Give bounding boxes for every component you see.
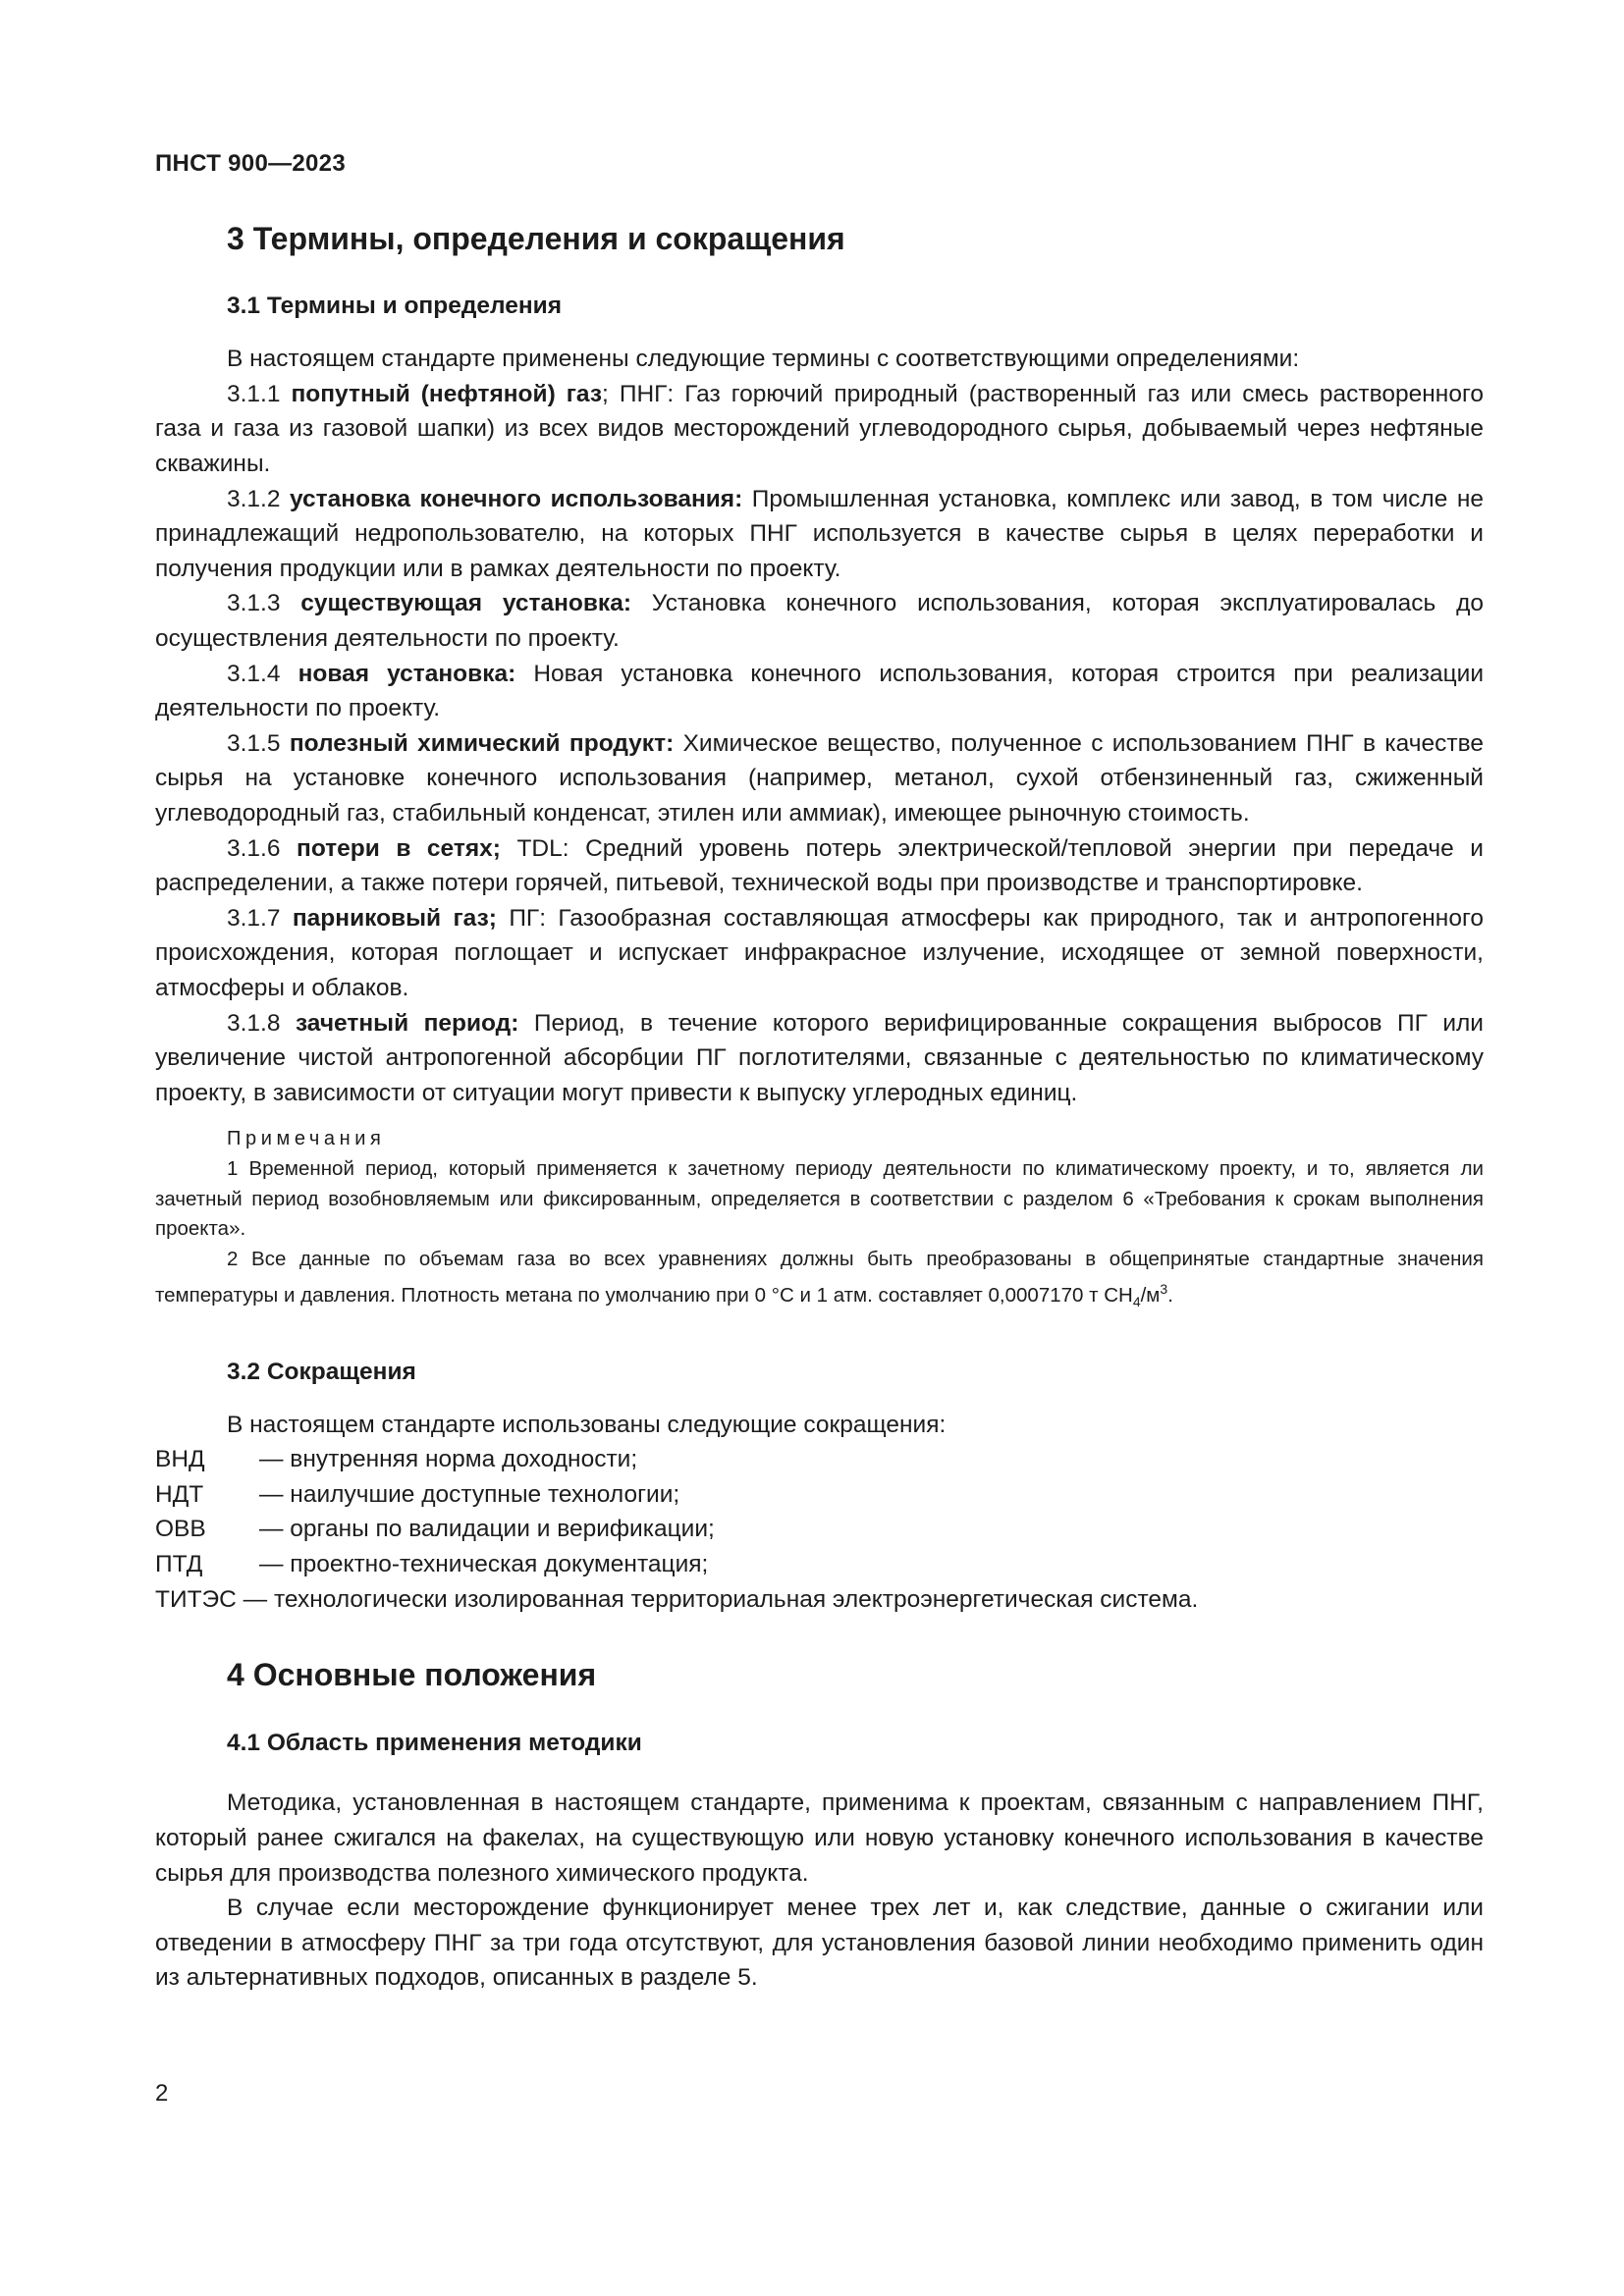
term-3-1-4: 3.1.4 новая установка: Новая установка конечного использования, которая строится при реализации деятельности по проекту. [155,660,1484,722]
abbreviation-row [155,1582,1484,1618]
page-content [155,220,1484,1996]
section-4-title: 4 Основные положения [227,1657,597,1693]
terms-intro: В настоящем стандарте применены следующие термины с соответствующими определениями: [227,346,1300,373]
notes-title: Примечания [227,1128,386,1150]
term-3-1-1: 3.1.1 попутный (нефтяной) газ; ПНГ: Газ горючий природный (растворенный газ или смесь растворенного газа и газа из газовой шапки) из всех видов месторождений углеводородного сырья, добываемый через нефтяные скважины. [155,380,1484,478]
note-1: 1 Временной период, который применяется к зачетному периоду деятельности по климатическому проекту, и то, является ли зачетный период возобновляемым или фиксированным, определяется в соответствии с разделом 6 «Требования к срокам выполнения проекта». [155,1157,1484,1241]
term-3-1-5: 3.1.5 полезный химический продукт: Химическое вещество, полученное с использованием ПНГ в качестве сырья на установке конечного использования (например, метанол, сухой отбензиненный газ, сжиженный углеводородный газ, стабильный конденсат, этилен или аммиак), имеющее рыночную стоимость. [155,729,1484,827]
term-3-1-8: 3.1.8 зачетный период: Период, в течение которого верифицированные сокращения выбросов ПГ или увеличение чистой антропогенной абсорбции ПГ поглотителями, связанные с деятельностью по климатическому проекту, в зависимости от ситуации могут привести к выпуску углеродных единиц. [155,1009,1484,1106]
abbreviation-value: — органы по валидации и верификации; [259,1516,715,1543]
section-3-title: 3 Термины, определения и сокращения [227,221,845,256]
abbreviation-row [155,1512,1484,1547]
note-2: 2 Все данные по объемам газа во всех уравнениях должны быть преобразованы в общепринятые стандартные значения температуры и давления. Плотность метана по умолчанию при 0 °С и 1 атм. составляет 0,0007170 т $CH_4/м^3$. [155,1247,1484,1310]
abbreviation-value: — технологически изолированная территориальная электроэнергетическая система. [236,1585,1199,1613]
term-3-1-3: 3.1.3 существующая установка: Установка конечного использования, которая эксплуатировалась до осуществления деятельности по проекту. [155,590,1485,652]
abbreviation-key: НДТ [155,1480,204,1508]
term-3-1-6: 3.1.6 потери в сетях; TDL: Средний уровень потерь электрической/тепловой энергии при передаче и распределении, а также потери горячей, питьевой, технической воды при производстве и транспортировке. [155,834,1484,897]
document-id: ПНСТ 900—2023 [155,150,346,177]
abbreviation-key: ВНД [155,1446,205,1473]
abbreviation-value: — внутренняя норма доходности; [259,1446,638,1473]
subsection-4-1-title: 4.1 Область применения методики [227,1729,642,1756]
abbreviation-key: ОВВ [155,1516,206,1543]
abbreviations-intro: В настоящем стандарте использованы следующие сокращения: [227,1411,947,1438]
abbreviation-key: ПТД [155,1550,203,1577]
abbreviation-value: — наилучшие доступные технологии; [259,1480,680,1508]
page-number: 2 [155,2080,169,2107]
abbreviation-row [155,1547,1484,1582]
abbreviation-row [155,1477,1484,1513]
abbreviations-list [155,1442,1484,1617]
abbreviation-row [155,1442,1484,1477]
subsection-3-2-title: 3.2 Сокращения [227,1358,416,1385]
term-3-1-7: 3.1.7 парниковый газ; ПГ: Газообразная составляющая атмосферы как природного, так и антропогенного происхождения, которая поглощает и испускает инфракрасное излучение, исходящее от земной поверхности, атмосферы и облаков. [155,904,1484,1001]
abbreviation-key: ТИТЭС [155,1585,237,1613]
subsection-3-1-title: 3.1 Термины и определения [227,293,563,320]
term-3-1-2: 3.1.2 установка конечного использования: Промышленная установка, комплекс или завод, в том числе не принадлежащий недропользователю, на которых ПНГ используется в качестве сырья в целях переработки и получения продукции или в рамках деятельности по проекту. [155,485,1484,582]
section-4-paragraph-1: Методика, установленная в настоящем стандарте, применима к проектам, связанным с направлением ПНГ, который ранее сжигался на факелах, на существующую или новую установку конечного использования в качестве сырья для производства полезного химического продукта. [155,1789,1484,1887]
abbreviation-value: — проектно-техническая документация; [259,1550,709,1577]
section-4-paragraph-2: В случае если месторождение функционирует менее трех лет и, как следствие, данные о сжигании или отведении в атмосферу ПНГ за три года отсутствуют, для установления базовой линии необходимо применить один из альтернативных подходов, описанных в разделе 5. [155,1895,1484,1992]
